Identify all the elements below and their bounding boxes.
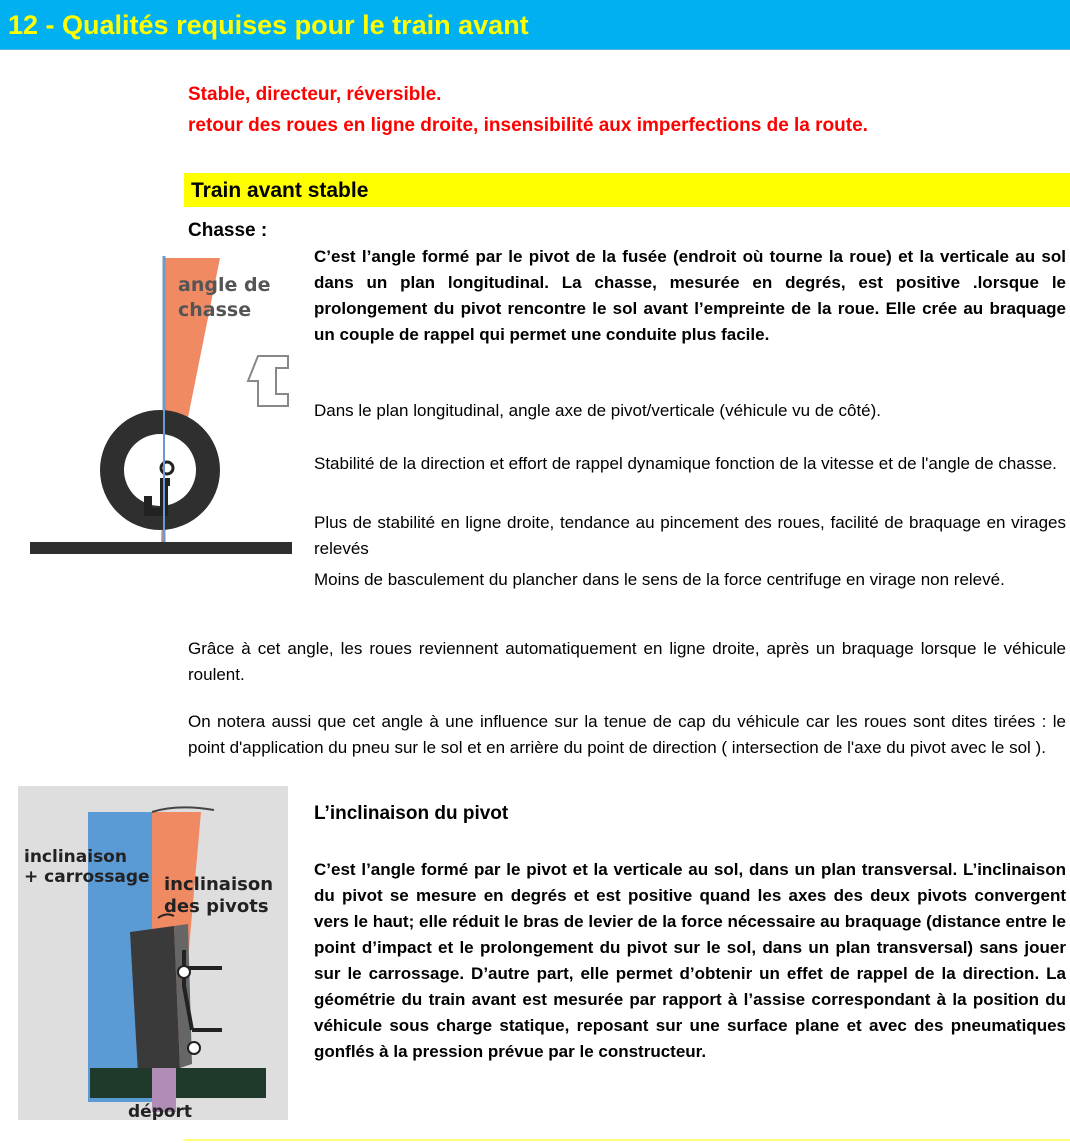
chasse-label-1: angle de bbox=[178, 274, 271, 296]
ground bbox=[30, 542, 292, 554]
pivot-definition: C’est l’angle formé par le pivot et la verticale au sol, dans un plan transversal. L’inclinaison du pivot se mesure en degrés et est positive quand les axes des deux pivots convergent vers le haut; elle réduit le bras de levier de la force nécessaire au braquage (distance entre le point d’impact et le prolongement du pivot sur le sol, dans un plan transversal) sans jouer sur le carrossage. D’autre part, elle permet d’obtenir un effet de rappel de la direction. La géométrie du train avant est mesurée par rapport à l’assise correspondant à la position du véhicule sous charge statique, reposant sur une surface plane et avec des pneumatiques gonflés à la pression prévue par le constructeur. bbox=[314, 860, 1066, 1061]
pivot-point bbox=[161, 462, 173, 474]
label-inclinaison-carrossage-1: inclinaison bbox=[24, 847, 127, 867]
chasse-definition: C’est l’angle formé par le pivot de la fusée (endroit où tourne la roue) et la verticale au sol dans un plan longitudinal. La chasse, mesurée en degrés, est positive .lorsque le prolongement du pivot rencontre le sol avant l’empreinte de la roue. Elle crée au braquage un couple de rappel qui permet une conduite plus facile. bbox=[314, 247, 1066, 344]
pivot-heading: L’inclinaison du pivot bbox=[314, 803, 509, 824]
pivot-inclination-figure bbox=[18, 786, 288, 1120]
chasse-paragraph-4: Moins de basculement du plancher dans le sens de la force centrifuge en virage non relevé. bbox=[314, 570, 1005, 589]
chasse-paragraph-5: Grâce à cet angle, les roues reviennent automatiquement en ligne droite, après un braquage lorsque le véhicule roulent. bbox=[188, 639, 1066, 684]
label-inclinaison-pivots-1: inclinaison bbox=[164, 874, 274, 895]
tire bbox=[130, 926, 180, 1074]
intro-line-1: Stable, directeur, réversible. bbox=[188, 84, 442, 105]
title-bar bbox=[0, 0, 1070, 50]
ground bbox=[90, 1068, 266, 1098]
upper-pivot bbox=[178, 966, 190, 978]
chasse-heading: Chasse : bbox=[188, 220, 268, 241]
label-deport: déport bbox=[128, 1102, 193, 1120]
label-inclinaison-carrossage-2: + carrossage bbox=[24, 867, 150, 887]
lower-pivot bbox=[188, 1042, 200, 1054]
section-title: Train avant stable bbox=[191, 179, 369, 202]
chasse-figure bbox=[30, 256, 292, 556]
label-inclinaison-pivots-2: des pivots bbox=[164, 896, 269, 917]
bottom-divider bbox=[184, 1139, 1070, 1141]
chasse-paragraph-6: On notera aussi que cet angle à une influence sur la tenue de cap du véhicule car les roues sont dites tirées : le point d'application du pneu sur le sol et en arrière du point de direction ( intersection de l'axe du pivot avec le sol ). bbox=[188, 712, 1066, 757]
chasse-paragraph-2: Stabilité de la direction et effort de rappel dynamique fonction de la vitesse et de l'angle de chasse. bbox=[314, 454, 1057, 473]
section-header bbox=[184, 173, 1070, 207]
chasse-paragraph-3: Plus de stabilité en ligne droite, tendance au pincement des roues, facilité de braquage en virages relevés bbox=[314, 513, 1066, 558]
chasse-paragraph-1: Dans le plan longitudinal, angle axe de pivot/verticale (véhicule vu de côté). bbox=[314, 401, 882, 420]
page-title: 12 - Qualités requises pour le train avant bbox=[8, 10, 529, 40]
intro-line-2: retour des roues en ligne droite, insensibilité aux imperfections de la route. bbox=[188, 115, 868, 136]
chasse-label-2: chasse bbox=[178, 299, 252, 321]
